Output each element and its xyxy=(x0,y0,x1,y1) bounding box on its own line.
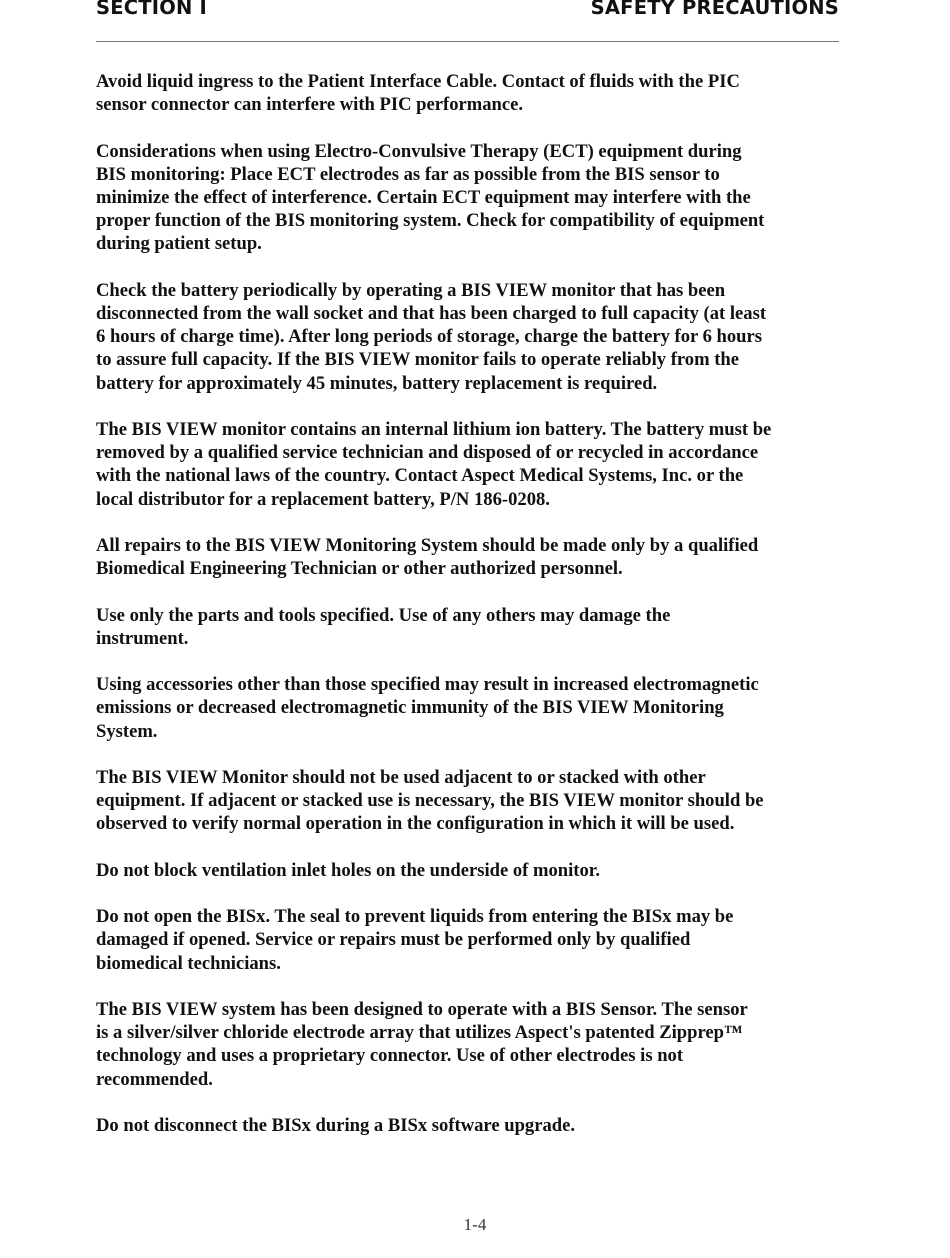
paragraph-line: to assure full capacity. If the BIS VIEW monitor fails to operate reliably from the xyxy=(96,349,740,371)
precaution-paragraph xyxy=(96,998,844,1091)
paragraph-line: Do not open the BISx. The seal to prevent liquids from entering the BISx may be xyxy=(96,906,734,928)
paragraph-line: biomedical technicians. xyxy=(96,952,281,974)
paragraph-line: Avoid liquid ingress to the Patient Interface Cable. Contact of fluids with the PIC xyxy=(96,71,740,92)
page-number: 1-4 xyxy=(463,1215,487,1234)
paragraph-line: technology and uses a proprietary connector. Use of other electrodes is not xyxy=(96,1045,684,1067)
paragraph-line: Using accessories other than those specified may result in increased electromagnetic xyxy=(96,674,759,696)
precaution-paragraph xyxy=(96,1114,844,1137)
precaution-paragraph xyxy=(96,604,844,650)
page-header xyxy=(96,0,839,26)
paragraph-line: Check the battery periodically by operating a BIS VIEW monitor that has been xyxy=(96,279,726,301)
paragraph-line: The BIS VIEW system has been designed to operate with a BIS Sensor. The sensor xyxy=(96,998,748,1020)
section-label: SECTION I xyxy=(96,0,207,19)
precaution-paragraph xyxy=(96,673,844,743)
paragraph-line: The BIS VIEW monitor contains an internal lithium ion battery. The battery must be xyxy=(96,419,772,440)
paragraph-line: removed by a qualified service technician and disposed of or recycled in accordance xyxy=(96,442,759,464)
paragraph-line: All repairs to the BIS VIEW Monitoring System should be made only by a qualified xyxy=(96,535,759,556)
paragraph-line: sensor connector can interfere with PIC performance. xyxy=(96,94,524,116)
paragraph-line: BIS monitoring: Place ECT electrodes as far as possible from the BIS sensor to xyxy=(96,163,720,185)
paragraph-line: instrument. xyxy=(96,627,189,649)
precaution-paragraph xyxy=(96,140,844,256)
precaution-paragraph xyxy=(96,70,844,116)
paragraph-line: equipment. If adjacent or stacked use is necessary, the BIS VIEW monitor should be xyxy=(96,790,764,812)
paragraph-line: Considerations when using Electro-Convulsive Therapy (ECT) equipment during xyxy=(96,140,742,162)
paragraph-line: emissions or decreased electromagnetic immunity of the BIS VIEW Monitoring xyxy=(96,697,724,719)
section-title: SAFETY PRECAUTIONS xyxy=(590,0,839,19)
paragraph-line: Do not block ventilation inlet holes on the underside of monitor. xyxy=(96,859,600,881)
paragraph-line: battery for approximately 45 minutes, battery replacement is required. xyxy=(96,372,658,394)
safety-precautions-body xyxy=(96,70,844,1160)
precaution-paragraph xyxy=(96,418,844,511)
paragraph-line: proper function of the BIS monitoring system. Check for compatibility of equipment xyxy=(96,210,765,232)
paragraph-line: Do not disconnect the BISx during a BISx software upgrade. xyxy=(96,1114,576,1136)
precaution-paragraph xyxy=(96,859,844,882)
precaution-paragraph xyxy=(96,279,844,395)
paragraph-line: minimize the effect of interference. Certain ECT equipment may interfere with the xyxy=(96,187,751,208)
paragraph-line: local distributor for a replacement battery, P/N 186-0208. xyxy=(96,488,550,510)
paragraph-line: damaged if opened. Service or repairs must be performed only by qualified xyxy=(96,929,691,951)
precaution-paragraph xyxy=(96,534,844,580)
precaution-paragraph xyxy=(96,766,844,836)
paragraph-line: disconnected from the wall socket and that has been charged to full capacity (at least xyxy=(96,303,767,324)
paragraph-line: The BIS VIEW Monitor should not be used adjacent to or stacked with other xyxy=(96,766,706,788)
paragraph-line: during patient setup. xyxy=(96,233,262,255)
precaution-paragraph xyxy=(96,905,844,975)
paragraph-line: with the national laws of the country. Contact Aspect Medical Systems, Inc. or the xyxy=(96,465,744,487)
paragraph-line: observed to verify normal operation in the configuration in which it will be used. xyxy=(96,813,735,835)
header-divider xyxy=(96,41,839,42)
paragraph-line: Biomedical Engineering Technician or other authorized personnel. xyxy=(96,558,623,580)
paragraph-line: recommended. xyxy=(96,1068,213,1090)
paragraph-line: Use only the parts and tools specified. Use of any others may damage the xyxy=(96,604,671,626)
paragraph-line: is a silver/silver chloride electrode array that utilizes Aspect's patented Zipprep™ xyxy=(96,1022,743,1044)
paragraph-line: System. xyxy=(96,720,158,742)
paragraph-line: 6 hours of charge time). After long periods of storage, charge the battery for 6 hours xyxy=(96,326,762,348)
